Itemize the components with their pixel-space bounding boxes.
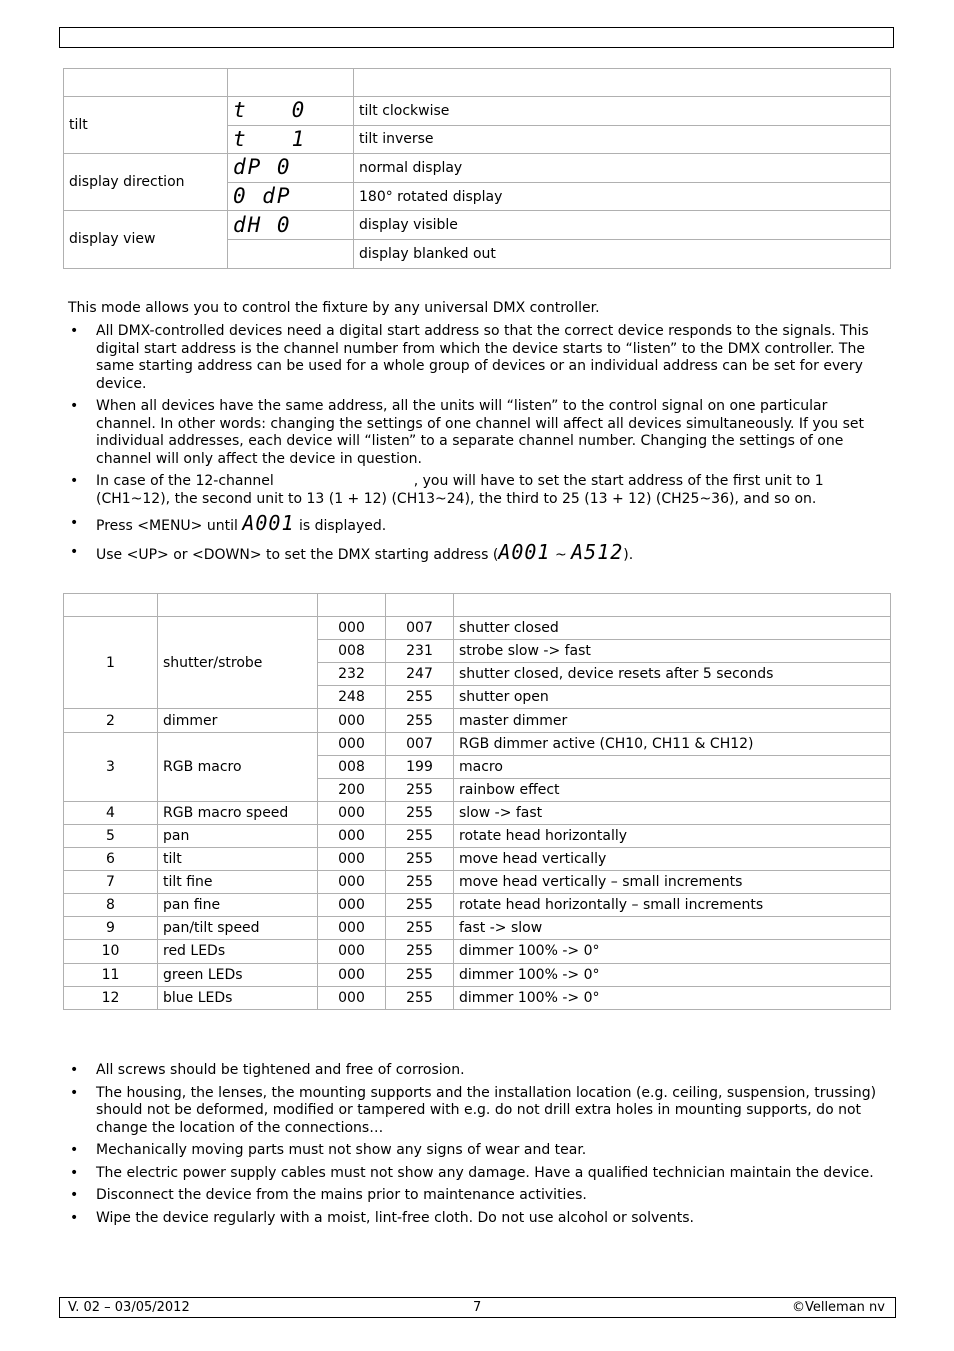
- table-row: [64, 917, 891, 940]
- value-to: 255: [386, 871, 454, 894]
- channel-function: tilt: [158, 848, 318, 871]
- table-row: [64, 963, 891, 986]
- channel-function: pan: [158, 824, 318, 847]
- value-to: 247: [386, 663, 454, 686]
- value-description: dimmer 100% -> 0°: [454, 940, 891, 963]
- bullet-text: ).: [623, 546, 634, 563]
- value-description: move head vertically – small increments: [454, 871, 891, 894]
- value-from: 000: [318, 617, 386, 640]
- value-to: 255: [386, 709, 454, 732]
- bullet-text: , you will have to set the start address of the first unit to 1 (CH1~12), the second unit to 13 (1 + 12) (CH13~24), the third to 25 (13 + 12) (CH25~36), and so on.: [96, 473, 824, 507]
- value-to: 199: [386, 755, 454, 778]
- table-row: [64, 732, 891, 755]
- value-from: 008: [318, 755, 386, 778]
- value-to: 255: [386, 686, 454, 709]
- value-from: 000: [318, 824, 386, 847]
- value-description: shutter open: [454, 686, 891, 709]
- channel-number: 9: [64, 917, 158, 940]
- value-to: 255: [386, 986, 454, 1009]
- table-row: [64, 871, 891, 894]
- page-footer: [59, 1297, 896, 1318]
- channel-number: 6: [64, 848, 158, 871]
- value-from: 200: [318, 778, 386, 801]
- dmx-bullet-list: [68, 323, 888, 564]
- maintenance-bullet-list: [68, 1062, 888, 1227]
- channel-number: 2: [64, 709, 158, 732]
- channel-function: blue LEDs: [158, 986, 318, 1009]
- table-row: [64, 97, 891, 126]
- channel-number: 4: [64, 801, 158, 824]
- setting-group: display direction: [64, 154, 228, 211]
- display-code: A001: [242, 511, 295, 535]
- channel-number: 5: [64, 824, 158, 847]
- value-description: rotate head horizontally: [454, 824, 891, 847]
- value-from: 000: [318, 917, 386, 940]
- display-code: [228, 239, 354, 268]
- value-to: 007: [386, 617, 454, 640]
- maintenance-bullet: • Disconnect the device from the mains prior to maintenance activities.: [68, 1187, 888, 1205]
- value-to: 255: [386, 894, 454, 917]
- dmx-bullet: • All DMX-controlled devices need a digital start address so that the correct device responds to the signals. This digital start address is the channel number from which the device starts to “listen” to the DMX controller. The same starting address can be used for a whole group of devices or an individual address can be set for every device.: [68, 323, 888, 393]
- value-description: RGB dimmer active (CH10, CH11 & CH12): [454, 732, 891, 755]
- value-to: 255: [386, 848, 454, 871]
- value-from: 000: [318, 986, 386, 1009]
- value-from: 000: [318, 871, 386, 894]
- channel-number: 12: [64, 986, 158, 1009]
- table-row: [64, 211, 891, 240]
- setting-description: 180° rotated display: [354, 182, 891, 211]
- channel-function: pan fine: [158, 894, 318, 917]
- tilde: ~: [554, 546, 567, 563]
- value-to: 255: [386, 824, 454, 847]
- value-description: dimmer 100% -> 0°: [454, 986, 891, 1009]
- value-description: fast -> slow: [454, 917, 891, 940]
- value-from: 000: [318, 894, 386, 917]
- value-to: 255: [386, 778, 454, 801]
- channel-function: green LEDs: [158, 963, 318, 986]
- value-description: macro: [454, 755, 891, 778]
- value-description: dimmer 100% -> 0°: [454, 963, 891, 986]
- menu-settings-table: [63, 68, 891, 269]
- maintenance-bullet: • The electric power supply cables must not show any damage. Have a qualified technician maintain the device.: [68, 1165, 888, 1183]
- table-row: [64, 940, 891, 963]
- table-row: [64, 801, 891, 824]
- display-code: t 0: [228, 97, 354, 126]
- table-row: [64, 154, 891, 183]
- value-to: 231: [386, 640, 454, 663]
- display-code: A512: [571, 539, 624, 564]
- table-row: [64, 709, 891, 732]
- display-code: 0 dP: [228, 182, 354, 211]
- channel-number: 1: [64, 617, 158, 709]
- value-from: 000: [318, 963, 386, 986]
- display-code: dP 0: [228, 154, 354, 183]
- value-from: 008: [318, 640, 386, 663]
- dmx-bullet: • When all devices have the same address, all the units will “listen” to the control signal on one particular channel. In other words: changing the settings of one channel will affect all devices simultaneously. If you set individual addresses, each device will “listen” to a separate channel number. Changing the settings of one channel will only affect the device in question.: [68, 398, 888, 468]
- value-description: strobe slow -> fast: [454, 640, 891, 663]
- channel-function: RGB macro: [158, 732, 318, 801]
- value-to: 007: [386, 732, 454, 755]
- value-to: 255: [386, 917, 454, 940]
- dmx-bullet: [68, 473, 888, 508]
- value-description: master dimmer: [454, 709, 891, 732]
- value-description: shutter closed: [454, 617, 891, 640]
- value-description: rainbow effect: [454, 778, 891, 801]
- value-from: 000: [318, 801, 386, 824]
- channel-function: pan/tilt speed: [158, 917, 318, 940]
- channel-number: 7: [64, 871, 158, 894]
- channel-function: red LEDs: [158, 940, 318, 963]
- display-code: dH 0: [228, 211, 354, 240]
- setting-group: display view: [64, 211, 228, 268]
- value-from: 000: [318, 940, 386, 963]
- bullet-text: Use <UP> or <DOWN> to set the DMX starting address (: [96, 546, 499, 563]
- channel-number: 11: [64, 963, 158, 986]
- channel-number: 3: [64, 732, 158, 801]
- bullet-text: Press <MENU> until: [96, 518, 238, 534]
- channel-number: 8: [64, 894, 158, 917]
- table-row: [64, 848, 891, 871]
- page-header-box: [59, 27, 894, 48]
- value-description: slow -> fast: [454, 801, 891, 824]
- setting-description: tilt inverse: [354, 125, 891, 154]
- footer-company: ©Velleman nv: [791, 1300, 885, 1315]
- value-to: 255: [386, 963, 454, 986]
- channel-function: tilt fine: [158, 871, 318, 894]
- dmx-intro: This mode allows you to control the fixture by any universal DMX controller.: [68, 300, 600, 316]
- setting-description: display blanked out: [354, 239, 891, 268]
- value-description: shutter closed, device resets after 5 seconds: [454, 663, 891, 686]
- dmx-bullet: [68, 539, 888, 565]
- table-header-row: [64, 594, 891, 617]
- value-from: 248: [318, 686, 386, 709]
- channel-number: 10: [64, 940, 158, 963]
- value-to: 255: [386, 801, 454, 824]
- maintenance-bullet: • The housing, the lenses, the mounting supports and the installation location (e.g. ceiling, suspension, trussing) should not be deformed, modified or tampered with e.g. do not drill extra holes in mounting supports, do not change the location of the connections…: [68, 1085, 888, 1138]
- setting-description: tilt clockwise: [354, 97, 891, 126]
- display-code: t 1: [228, 125, 354, 154]
- dmx-bullet: [68, 511, 888, 536]
- table-row: [64, 986, 891, 1009]
- bullet-text: In case of the 12-channel: [96, 473, 274, 489]
- footer-page-number: 7: [473, 1300, 482, 1315]
- value-to: 255: [386, 940, 454, 963]
- setting-description: display visible: [354, 211, 891, 240]
- dmx-channel-table: [63, 593, 891, 1010]
- value-from: 000: [318, 732, 386, 755]
- footer-version: V. 02 – 03/05/2012: [68, 1300, 190, 1315]
- maintenance-bullet: • Wipe the device regularly with a moist, lint-free cloth. Do not use alcohol or solvents.: [68, 1210, 888, 1228]
- value-from: 232: [318, 663, 386, 686]
- maintenance-bullet: • All screws should be tightened and free of corrosion.: [68, 1062, 888, 1080]
- value-description: rotate head horizontally – small increments: [454, 894, 891, 917]
- setting-group: tilt: [64, 97, 228, 154]
- value-from: 000: [318, 709, 386, 732]
- table-row: [64, 894, 891, 917]
- table-header-row: [64, 69, 891, 97]
- table-row: [64, 617, 891, 640]
- maintenance-bullet: • Mechanically moving parts must not show any signs of wear and tear.: [68, 1142, 888, 1160]
- display-code: A001: [498, 539, 551, 564]
- value-from: 000: [318, 848, 386, 871]
- table-row: [64, 824, 891, 847]
- setting-description: normal display: [354, 154, 891, 183]
- channel-function: RGB macro speed: [158, 801, 318, 824]
- channel-function: shutter/strobe: [158, 617, 318, 709]
- channel-function: dimmer: [158, 709, 318, 732]
- bullet-text: is displayed.: [298, 518, 387, 534]
- value-description: move head vertically: [454, 848, 891, 871]
